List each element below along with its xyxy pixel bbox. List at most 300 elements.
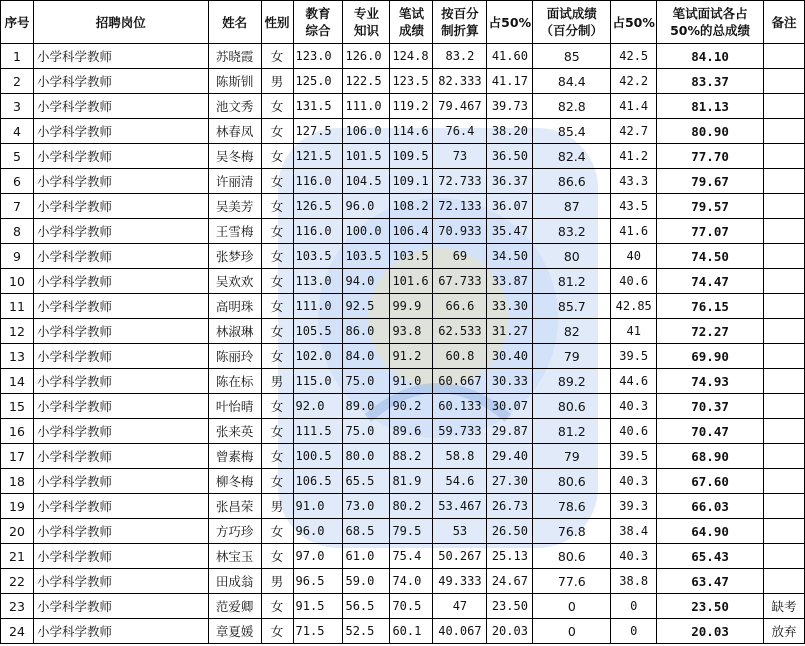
cell-half1: 26.50 bbox=[487, 519, 533, 544]
cell-name: 吴欢欢 bbox=[208, 269, 261, 294]
cell-written: 75.4 bbox=[390, 544, 433, 569]
cell-half1: 20.03 bbox=[487, 619, 533, 644]
cell-seq: 24 bbox=[1, 619, 34, 644]
cell-pro: 73.0 bbox=[343, 494, 390, 519]
cell-name: 池文秀 bbox=[208, 94, 261, 119]
cell-name: 方巧珍 bbox=[208, 519, 261, 544]
cell-pro: 61.0 bbox=[343, 544, 390, 569]
cell-total: 81.13 bbox=[657, 94, 764, 119]
cell-name: 张梦珍 bbox=[208, 244, 261, 269]
cell-interview: 79 bbox=[533, 444, 611, 469]
cell-gender: 男 bbox=[261, 69, 293, 94]
cell-total: 77.70 bbox=[657, 144, 764, 169]
cell-pro: 56.5 bbox=[343, 594, 390, 619]
cell-written: 89.6 bbox=[390, 419, 433, 444]
cell-total: 64.90 bbox=[657, 519, 764, 544]
cell-half2: 39.5 bbox=[611, 444, 657, 469]
cell-name: 王雪梅 bbox=[208, 219, 261, 244]
cell-pro: 126.0 bbox=[343, 44, 390, 69]
cell-note bbox=[763, 444, 804, 469]
cell-interview: 84.4 bbox=[533, 69, 611, 94]
cell-total: 70.47 bbox=[657, 419, 764, 444]
cell-pct: 54.6 bbox=[433, 469, 487, 494]
cell-gender: 女 bbox=[261, 319, 293, 344]
cell-edu: 71.5 bbox=[293, 619, 343, 644]
cell-half1: 41.60 bbox=[487, 44, 533, 69]
cell-written: 90.2 bbox=[390, 394, 433, 419]
cell-note bbox=[763, 419, 804, 444]
cell-pct: 72.733 bbox=[433, 169, 487, 194]
cell-name: 范爱卿 bbox=[208, 594, 261, 619]
cell-seq: 2 bbox=[1, 69, 34, 94]
cell-seq: 17 bbox=[1, 444, 34, 469]
cell-pro: 103.5 bbox=[343, 244, 390, 269]
cell-seq: 5 bbox=[1, 144, 34, 169]
cell-half1: 33.87 bbox=[487, 269, 533, 294]
cell-pro: 59.0 bbox=[343, 569, 390, 594]
cell-gender: 女 bbox=[261, 394, 293, 419]
cell-name: 林淑琳 bbox=[208, 319, 261, 344]
cell-post: 小学科学教师 bbox=[33, 219, 208, 244]
cell-note bbox=[763, 294, 804, 319]
cell-pct: 79.467 bbox=[433, 94, 487, 119]
cell-pct: 67.733 bbox=[433, 269, 487, 294]
cell-gender: 女 bbox=[261, 269, 293, 294]
cell-pro: 52.5 bbox=[343, 619, 390, 644]
col-note: 备注 bbox=[763, 1, 804, 44]
table-row bbox=[1, 244, 805, 269]
cell-name: 章夏媛 bbox=[208, 619, 261, 644]
table-row bbox=[1, 144, 805, 169]
cell-pro: 92.5 bbox=[343, 294, 390, 319]
cell-edu: 91.0 bbox=[293, 494, 343, 519]
header-row bbox=[1, 1, 805, 44]
cell-half2: 42.5 bbox=[611, 44, 657, 69]
cell-seq: 23 bbox=[1, 594, 34, 619]
cell-half1: 25.13 bbox=[487, 544, 533, 569]
cell-half2: 40.3 bbox=[611, 544, 657, 569]
cell-half2: 39.5 bbox=[611, 344, 657, 369]
cell-gender: 女 bbox=[261, 144, 293, 169]
cell-name: 张来英 bbox=[208, 419, 261, 444]
cell-half2: 43.5 bbox=[611, 194, 657, 219]
cell-gender: 女 bbox=[261, 344, 293, 369]
cell-half1: 31.27 bbox=[487, 319, 533, 344]
cell-post: 小学科学教师 bbox=[33, 269, 208, 294]
cell-total: 74.50 bbox=[657, 244, 764, 269]
cell-edu: 103.5 bbox=[293, 244, 343, 269]
cell-half2: 41.2 bbox=[611, 144, 657, 169]
cell-written: 93.8 bbox=[390, 319, 433, 344]
cell-interview: 79 bbox=[533, 344, 611, 369]
table-body bbox=[1, 44, 805, 644]
cell-pct: 50.267 bbox=[433, 544, 487, 569]
cell-half2: 0 bbox=[611, 619, 657, 644]
cell-pct: 47 bbox=[433, 594, 487, 619]
cell-half2: 39.3 bbox=[611, 494, 657, 519]
cell-interview: 80.6 bbox=[533, 544, 611, 569]
table-row bbox=[1, 519, 805, 544]
cell-written: 101.6 bbox=[390, 269, 433, 294]
cell-seq: 9 bbox=[1, 244, 34, 269]
cell-half2: 42.2 bbox=[611, 69, 657, 94]
cell-seq: 22 bbox=[1, 569, 34, 594]
cell-post: 小学科学教师 bbox=[33, 44, 208, 69]
cell-edu: 91.5 bbox=[293, 594, 343, 619]
cell-pro: 86.0 bbox=[343, 319, 390, 344]
table-row bbox=[1, 344, 805, 369]
cell-pro: 104.5 bbox=[343, 169, 390, 194]
cell-gender: 男 bbox=[261, 569, 293, 594]
cell-post: 小学科学教师 bbox=[33, 144, 208, 169]
cell-seq: 16 bbox=[1, 419, 34, 444]
cell-total: 63.47 bbox=[657, 569, 764, 594]
cell-interview: 85.4 bbox=[533, 119, 611, 144]
cell-edu: 100.5 bbox=[293, 444, 343, 469]
cell-edu: 96.5 bbox=[293, 569, 343, 594]
cell-pro: 96.0 bbox=[343, 194, 390, 219]
cell-interview: 78.6 bbox=[533, 494, 611, 519]
cell-post: 小学科学教师 bbox=[33, 344, 208, 369]
cell-pro: 65.5 bbox=[343, 469, 390, 494]
cell-half2: 42.85 bbox=[611, 294, 657, 319]
cell-total: 72.27 bbox=[657, 319, 764, 344]
cell-post: 小学科学教师 bbox=[33, 94, 208, 119]
cell-total: 77.07 bbox=[657, 219, 764, 244]
cell-note bbox=[763, 369, 804, 394]
cell-total: 70.37 bbox=[657, 394, 764, 419]
cell-note bbox=[763, 244, 804, 269]
cell-seq: 15 bbox=[1, 394, 34, 419]
cell-edu: 105.5 bbox=[293, 319, 343, 344]
cell-post: 小学科学教师 bbox=[33, 69, 208, 94]
cell-half1: 30.40 bbox=[487, 344, 533, 369]
cell-interview: 80.6 bbox=[533, 394, 611, 419]
cell-edu: 116.0 bbox=[293, 219, 343, 244]
cell-gender: 女 bbox=[261, 294, 293, 319]
cell-edu: 115.0 bbox=[293, 369, 343, 394]
cell-edu: 125.0 bbox=[293, 69, 343, 94]
cell-written: 106.4 bbox=[390, 219, 433, 244]
cell-interview: 80.6 bbox=[533, 469, 611, 494]
cell-pct: 70.933 bbox=[433, 219, 487, 244]
cell-gender: 男 bbox=[261, 494, 293, 519]
cell-written: 99.9 bbox=[390, 294, 433, 319]
cell-half2: 43.3 bbox=[611, 169, 657, 194]
col-pro: 专业 知识 bbox=[343, 1, 390, 44]
cell-written: 108.2 bbox=[390, 194, 433, 219]
cell-pro: 106.0 bbox=[343, 119, 390, 144]
cell-post: 小学科学教师 bbox=[33, 194, 208, 219]
cell-edu: 96.0 bbox=[293, 519, 343, 544]
cell-name: 高明珠 bbox=[208, 294, 261, 319]
cell-name: 陈在标 bbox=[208, 369, 261, 394]
cell-post: 小学科学教师 bbox=[33, 544, 208, 569]
cell-written: 91.0 bbox=[390, 369, 433, 394]
table-row bbox=[1, 469, 805, 494]
cell-note bbox=[763, 569, 804, 594]
cell-written: 123.5 bbox=[390, 69, 433, 94]
cell-seq: 19 bbox=[1, 494, 34, 519]
cell-half1: 24.67 bbox=[487, 569, 533, 594]
table-row bbox=[1, 69, 805, 94]
cell-note bbox=[763, 394, 804, 419]
cell-name: 吴冬梅 bbox=[208, 144, 261, 169]
cell-pro: 101.5 bbox=[343, 144, 390, 169]
cell-post: 小学科学教师 bbox=[33, 494, 208, 519]
cell-written: 114.6 bbox=[390, 119, 433, 144]
cell-half1: 26.73 bbox=[487, 494, 533, 519]
cell-half2: 40.6 bbox=[611, 419, 657, 444]
cell-post: 小学科学教师 bbox=[33, 319, 208, 344]
cell-interview: 86.6 bbox=[533, 169, 611, 194]
cell-note: 缺考 bbox=[763, 594, 804, 619]
cell-edu: 121.5 bbox=[293, 144, 343, 169]
cell-post: 小学科学教师 bbox=[33, 394, 208, 419]
table-row bbox=[1, 94, 805, 119]
cell-total: 76.15 bbox=[657, 294, 764, 319]
cell-total: 83.37 bbox=[657, 69, 764, 94]
cell-edu: 113.0 bbox=[293, 269, 343, 294]
cell-pct: 83.2 bbox=[433, 44, 487, 69]
cell-seq: 6 bbox=[1, 169, 34, 194]
table-row bbox=[1, 319, 805, 344]
cell-pct: 60.667 bbox=[433, 369, 487, 394]
cell-interview: 82.4 bbox=[533, 144, 611, 169]
cell-pro: 75.0 bbox=[343, 419, 390, 444]
cell-half1: 34.50 bbox=[487, 244, 533, 269]
cell-edu: 111.0 bbox=[293, 294, 343, 319]
cell-name: 柳冬梅 bbox=[208, 469, 261, 494]
cell-pro: 122.5 bbox=[343, 69, 390, 94]
cell-half2: 38.4 bbox=[611, 519, 657, 544]
cell-interview: 81.2 bbox=[533, 419, 611, 444]
table-row bbox=[1, 219, 805, 244]
cell-gender: 女 bbox=[261, 469, 293, 494]
cell-half2: 41.6 bbox=[611, 219, 657, 244]
cell-half2: 44.6 bbox=[611, 369, 657, 394]
cell-half2: 41 bbox=[611, 319, 657, 344]
cell-edu: 106.5 bbox=[293, 469, 343, 494]
cell-name: 张昌荣 bbox=[208, 494, 261, 519]
cell-gender: 女 bbox=[261, 94, 293, 119]
cell-interview: 83.2 bbox=[533, 219, 611, 244]
cell-pro: 111.0 bbox=[343, 94, 390, 119]
cell-note bbox=[763, 144, 804, 169]
cell-gender: 男 bbox=[261, 369, 293, 394]
cell-pro: 89.0 bbox=[343, 394, 390, 419]
cell-gender: 女 bbox=[261, 519, 293, 544]
cell-gender: 女 bbox=[261, 169, 293, 194]
cell-half1: 30.33 bbox=[487, 369, 533, 394]
cell-edu: 131.5 bbox=[293, 94, 343, 119]
cell-seq: 7 bbox=[1, 194, 34, 219]
cell-gender: 女 bbox=[261, 219, 293, 244]
cell-seq: 10 bbox=[1, 269, 34, 294]
cell-note bbox=[763, 119, 804, 144]
cell-half1: 35.47 bbox=[487, 219, 533, 244]
cell-name: 苏晓霞 bbox=[208, 44, 261, 69]
cell-note bbox=[763, 269, 804, 294]
table-row bbox=[1, 419, 805, 444]
cell-total: 66.03 bbox=[657, 494, 764, 519]
cell-interview: 89.2 bbox=[533, 369, 611, 394]
cell-interview: 76.8 bbox=[533, 519, 611, 544]
cell-edu: 116.0 bbox=[293, 169, 343, 194]
cell-half1: 41.17 bbox=[487, 69, 533, 94]
cell-note bbox=[763, 494, 804, 519]
cell-interview: 85 bbox=[533, 44, 611, 69]
col-written: 笔试 成绩 bbox=[390, 1, 433, 44]
cell-edu: 97.0 bbox=[293, 544, 343, 569]
cell-pct: 62.533 bbox=[433, 319, 487, 344]
cell-pct: 53.467 bbox=[433, 494, 487, 519]
cell-seq: 4 bbox=[1, 119, 34, 144]
cell-half2: 41.4 bbox=[611, 94, 657, 119]
cell-pro: 100.0 bbox=[343, 219, 390, 244]
cell-written: 88.2 bbox=[390, 444, 433, 469]
cell-post: 小学科学教师 bbox=[33, 169, 208, 194]
cell-note bbox=[763, 544, 804, 569]
cell-pct: 58.8 bbox=[433, 444, 487, 469]
col-total: 笔试面试各占 50%的总成绩 bbox=[657, 1, 764, 44]
cell-interview: 87 bbox=[533, 194, 611, 219]
table-row bbox=[1, 169, 805, 194]
col-post: 招聘岗位 bbox=[33, 1, 208, 44]
cell-pro: 84.0 bbox=[343, 344, 390, 369]
cell-name: 曾素梅 bbox=[208, 444, 261, 469]
cell-post: 小学科学教师 bbox=[33, 419, 208, 444]
cell-pct: 40.067 bbox=[433, 619, 487, 644]
cell-half1: 23.50 bbox=[487, 594, 533, 619]
col-half1: 占50% bbox=[487, 1, 533, 44]
cell-written: 70.5 bbox=[390, 594, 433, 619]
cell-gender: 女 bbox=[261, 119, 293, 144]
cell-half1: 29.87 bbox=[487, 419, 533, 444]
cell-half1: 30.07 bbox=[487, 394, 533, 419]
cell-total: 79.57 bbox=[657, 194, 764, 219]
cell-half1: 36.50 bbox=[487, 144, 533, 169]
cell-post: 小学科学教师 bbox=[33, 444, 208, 469]
cell-total: 68.90 bbox=[657, 444, 764, 469]
cell-edu: 127.5 bbox=[293, 119, 343, 144]
cell-pct: 69 bbox=[433, 244, 487, 269]
cell-interview: 80 bbox=[533, 244, 611, 269]
cell-post: 小学科学教师 bbox=[33, 119, 208, 144]
table-row bbox=[1, 594, 805, 619]
cell-total: 79.67 bbox=[657, 169, 764, 194]
table-row bbox=[1, 194, 805, 219]
cell-gender: 女 bbox=[261, 544, 293, 569]
cell-seq: 18 bbox=[1, 469, 34, 494]
cell-gender: 女 bbox=[261, 44, 293, 69]
table-row bbox=[1, 394, 805, 419]
cell-half2: 40.3 bbox=[611, 394, 657, 419]
cell-half2: 40.6 bbox=[611, 269, 657, 294]
cell-half1: 27.30 bbox=[487, 469, 533, 494]
cell-written: 79.5 bbox=[390, 519, 433, 544]
cell-written: 103.5 bbox=[390, 244, 433, 269]
cell-seq: 20 bbox=[1, 519, 34, 544]
cell-pct: 59.733 bbox=[433, 419, 487, 444]
cell-written: 60.1 bbox=[390, 619, 433, 644]
cell-post: 小学科学教师 bbox=[33, 294, 208, 319]
col-pct: 按百分 制折算 bbox=[433, 1, 487, 44]
cell-pro: 75.0 bbox=[343, 369, 390, 394]
cell-post: 小学科学教师 bbox=[33, 519, 208, 544]
cell-total: 74.93 bbox=[657, 369, 764, 394]
cell-pct: 60.133 bbox=[433, 394, 487, 419]
cell-name: 陈斯钏 bbox=[208, 69, 261, 94]
col-gender: 性别 bbox=[261, 1, 293, 44]
cell-seq: 13 bbox=[1, 344, 34, 369]
cell-seq: 11 bbox=[1, 294, 34, 319]
cell-name: 林宝玉 bbox=[208, 544, 261, 569]
cell-interview: 82 bbox=[533, 319, 611, 344]
cell-interview: 0 bbox=[533, 594, 611, 619]
cell-seq: 12 bbox=[1, 319, 34, 344]
cell-edu: 126.5 bbox=[293, 194, 343, 219]
table-row bbox=[1, 119, 805, 144]
cell-post: 小学科学教师 bbox=[33, 244, 208, 269]
cell-total: 80.90 bbox=[657, 119, 764, 144]
table-row bbox=[1, 369, 805, 394]
cell-name: 吴美芳 bbox=[208, 194, 261, 219]
cell-pct: 73 bbox=[433, 144, 487, 169]
table-row bbox=[1, 44, 805, 69]
cell-pro: 80.0 bbox=[343, 444, 390, 469]
cell-note bbox=[763, 44, 804, 69]
cell-total: 74.47 bbox=[657, 269, 764, 294]
cell-total: 65.43 bbox=[657, 544, 764, 569]
cell-seq: 14 bbox=[1, 369, 34, 394]
cell-half2: 38.8 bbox=[611, 569, 657, 594]
cell-gender: 女 bbox=[261, 594, 293, 619]
cell-total: 23.50 bbox=[657, 594, 764, 619]
cell-interview: 81.2 bbox=[533, 269, 611, 294]
cell-note bbox=[763, 319, 804, 344]
cell-name: 林春凤 bbox=[208, 119, 261, 144]
cell-half2: 0 bbox=[611, 594, 657, 619]
table-row bbox=[1, 619, 805, 644]
cell-interview: 85.7 bbox=[533, 294, 611, 319]
cell-total: 67.60 bbox=[657, 469, 764, 494]
cell-seq: 3 bbox=[1, 94, 34, 119]
cell-gender: 女 bbox=[261, 419, 293, 444]
cell-half1: 36.37 bbox=[487, 169, 533, 194]
col-edu: 教育 综合 bbox=[293, 1, 343, 44]
cell-half1: 39.73 bbox=[487, 94, 533, 119]
cell-edu: 123.0 bbox=[293, 44, 343, 69]
cell-total: 69.90 bbox=[657, 344, 764, 369]
cell-half2: 42.7 bbox=[611, 119, 657, 144]
cell-gender: 女 bbox=[261, 619, 293, 644]
cell-note bbox=[763, 169, 804, 194]
cell-gender: 女 bbox=[261, 194, 293, 219]
cell-gender: 女 bbox=[261, 444, 293, 469]
cell-half1: 29.40 bbox=[487, 444, 533, 469]
cell-pct: 82.333 bbox=[433, 69, 487, 94]
cell-post: 小学科学教师 bbox=[33, 569, 208, 594]
cell-note bbox=[763, 219, 804, 244]
cell-half1: 36.07 bbox=[487, 194, 533, 219]
cell-post: 小学科学教师 bbox=[33, 594, 208, 619]
cell-seq: 21 bbox=[1, 544, 34, 569]
table-row bbox=[1, 494, 805, 519]
cell-pro: 68.5 bbox=[343, 519, 390, 544]
cell-pro: 94.0 bbox=[343, 269, 390, 294]
cell-note bbox=[763, 469, 804, 494]
